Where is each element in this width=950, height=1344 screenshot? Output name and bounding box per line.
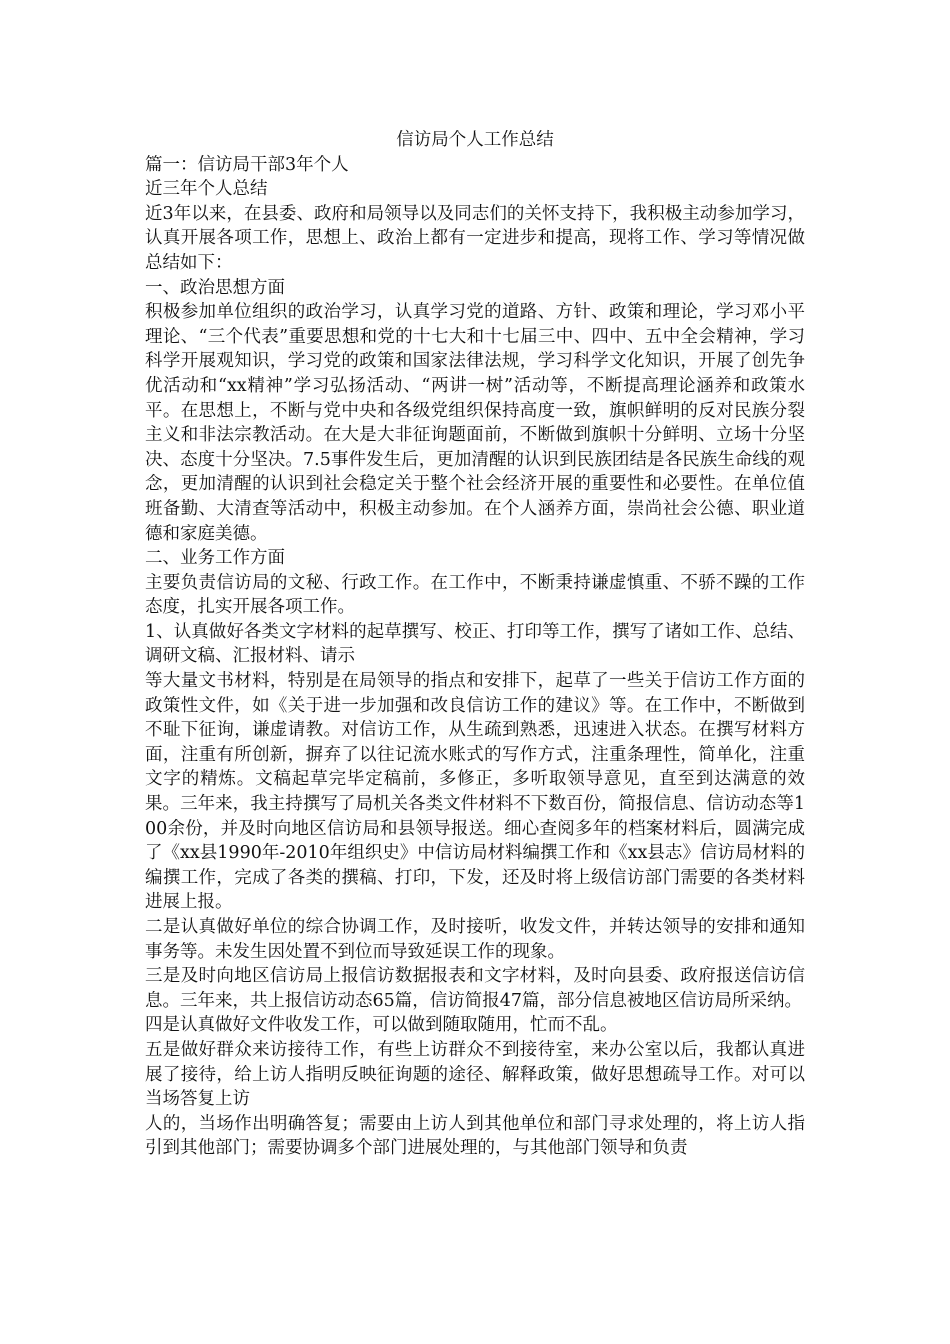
document-body xyxy=(145,128,805,1161)
intro-paragraph: 近3年以来，在县委、政府和局领导以及同志们的关怀支持下，我积极主动参加学习，认真开展各项工作，思想上、政治上都有一定进步和提高，现将工作、学习等情况做总结如下： xyxy=(145,203,805,273)
subtitle-summary: 近三年个人总结 xyxy=(145,179,268,200)
business-item-3: 三是及时向地区信访局上报信访数据报表和文字材料，及时向县委、政府报送信访信息。三年来，共上报信访动态65篇，信访简报47篇，部分信息被地区信访局所采纳。 xyxy=(145,966,805,1011)
document-title: 信访局个人工作总结 xyxy=(396,130,554,150)
business-item-4: 四是认真做好文件收发工作，可以做到随取随用，忙而不乱。 xyxy=(145,1015,618,1036)
section-heading-political: 一、政治思想方面 xyxy=(145,277,285,298)
section-heading-business: 二、业务工作方面 xyxy=(145,548,285,569)
political-paragraph: 积极参加单位组织的政治学习，认真学习党的道路、方针、政策和理论，学习邓小平理论、“三个代表”重要思想和党的十七大和十七届三中、四中、五中全会精神，学习科学开展观知识，学习党的政策和国家法律法规，学习科学文化知识，开展了创先争优活动和“xx精神”学习弘扬活动、“两讲一树”活动等，不断提高理论涵养和政策水平。在思想上，不断与党中央和各级党组织保持高度一致，旗帜鲜明的反对民族分裂主义和非法宗教活动。在大是大非征询题面前，不断做到旗帜十分鲜明、立场十分坚决、态度十分坚决。7.5事件发生后，更加清醒的认识到民族团结是各民族生命线的观念，更加清醒的认识到社会稳定关于整个社会经济开展的重要性和必要性。在单位值班备勤、大清查等活动中，积极主动参加。在个人涵养方面，崇尚社会公德、职业道德和家庭美德。 xyxy=(145,302,805,544)
business-item-5-continued: 人的，当场作出明确答复；需要由上访人到其他单位和部门寻求处理的，将上访人指引到其他部门；需要协调多个部门进展处理的，与其他部门领导和负责 xyxy=(145,1113,805,1159)
business-item-5: 五是做好群众来访接待工作，有些上访群众不到接待室，来办公室以后，我都认真进展了接待，给上访人指明反映征询题的途径、解释政策，做好思想疏导工作。对可以当场答复上访 xyxy=(145,1039,805,1110)
business-item-1: 1、认真做好各类文字材料的起草撰写、校正、打印等工作，撰写了诸如工作、总结、调研文稿、汇报材料、请示 xyxy=(145,621,805,667)
business-item-2: 二是认真做好单位的综合协调工作，及时接听，收发文件，并转达领导的安排和通知事务等。未发生因处置不到位而导致延误工作的现象。 xyxy=(145,917,805,962)
subtitle-article-one: 篇一：信访局干部3年个人 xyxy=(145,154,349,175)
business-intro-paragraph: 主要负责信访局的文秘、行政工作。在工作中，不断秉持谦虚慎重、不骄不躁的工作态度，扎实开展各项工作。 xyxy=(145,572,805,618)
business-item-1-continued: 等大量文书材料，特别是在局领导的指点和安排下，起草了一些关于信访工作方面的政策性文件，如《关于进一步加强和改良信访工作的建议》等。在工作中，不断做到不耻下征询，谦虚请教。对信访工作，从生疏到熟悉，迅速进入状态。在撰写材料方面，注重有所创新，摒弃了以往记流水账式的写作方式，注重条理性，简单化，注重文字的精炼。文稿起草完毕定稿前，多修正，多听取领导意见，直至到达满意的效果。三年来，我主持撰写了局机关各类文件材料不下数百份，简报信息、信访动态等100余份，并及时向地区信访局和县领导报送。细心查阅多年的档案材料后，圆满完成了《xx县1990年-2010年组织史》中信访局材料编撰工作和《xx县志》信访局材料的编撰工作，完成了各类的撰稿、打印，下发，还及时将上级信访部门需要的各类材料进展上报。 xyxy=(145,671,805,913)
